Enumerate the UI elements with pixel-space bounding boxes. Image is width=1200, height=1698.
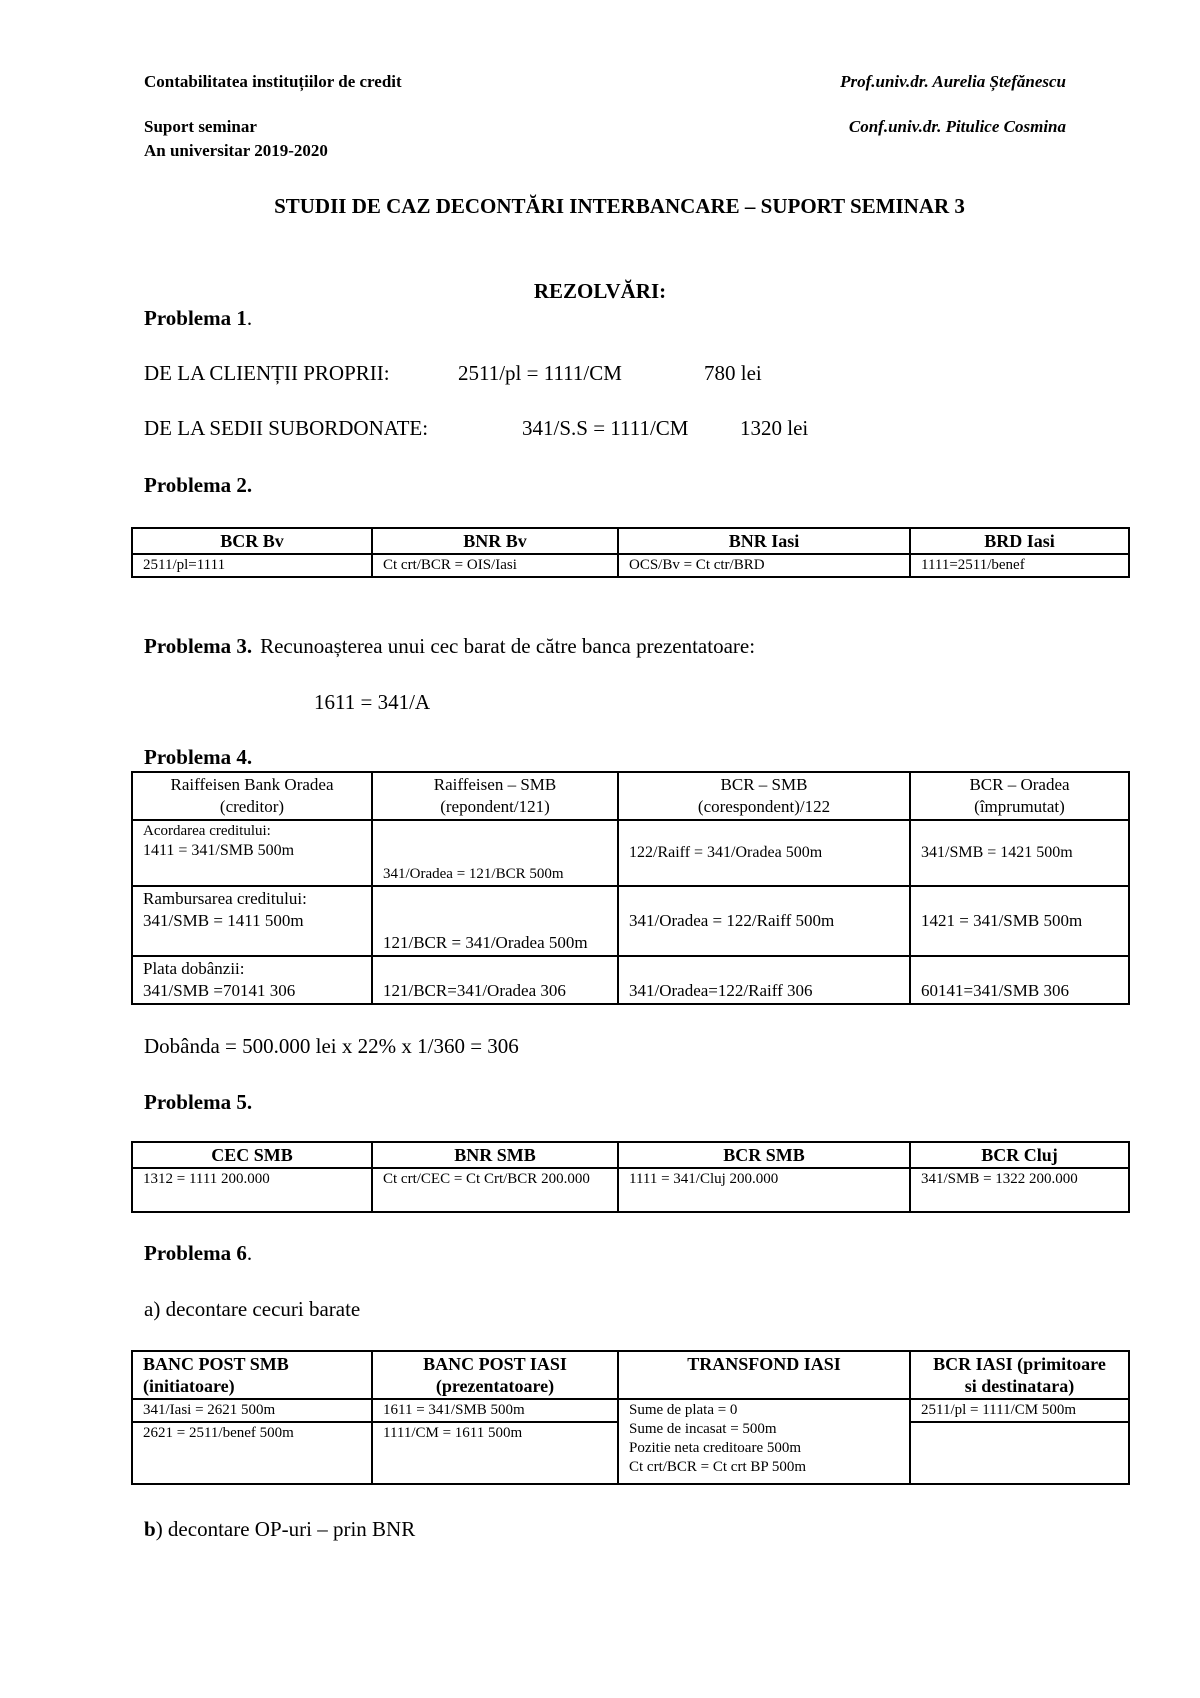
p4-header-bcr-oradea: BCR – Oradea (împrumutat) — [910, 772, 1129, 820]
p4-header-bcr-smb: BCR – SMB (corespondent)/122 — [618, 772, 910, 820]
problem-5-table — [131, 1141, 1130, 1213]
p5-cell: Ct crt/CEC = Ct Crt/BCR 200.000 — [372, 1168, 618, 1212]
p1-line-1-label: DE LA CLIENȚII PROPRII: — [144, 361, 390, 385]
problem-6-table — [131, 1350, 1130, 1485]
p4-row-label: Plata dobânzii: — [143, 959, 245, 978]
problem-1-heading: Problema 1. — [144, 306, 253, 330]
p5-cell: 1111 = 341/Cluj 200.000 — [618, 1168, 910, 1212]
page-title: STUDII DE CAZ DECONTĂRI INTERBANCARE – SUPORT SEMINAR 3 — [274, 194, 965, 218]
p4-cell: 341/SMB = 1421 500m — [910, 820, 1129, 886]
p4-cell: 341/Oradea = 122/Raiff 500m — [618, 886, 910, 956]
p4-cell: 341/Oradea = 121/BCR 500m — [372, 820, 618, 886]
p2-cell: OCS/Bv = Ct ctr/BRD — [618, 554, 910, 577]
problem-2-heading: Problema 2. — [144, 473, 253, 497]
p4-cell: 60141=341/SMB 306 — [910, 956, 1129, 1004]
p6-subsection-a: a) decontare cecuri barate — [144, 1297, 361, 1321]
course-name: Contabilitatea instituțiilor de credit — [144, 72, 402, 91]
p6-header-bcr-iasi: BCR IASI (primitoare si destinatara) — [910, 1351, 1129, 1399]
p5-header-bnr-smb: BNR SMB — [372, 1142, 618, 1168]
p6-cell: 1111/CM = 1611 500m — [372, 1422, 618, 1484]
problem-3-heading: Problema 3. Recunoașterea unui cec barat de către banca prezentatoare: — [144, 634, 756, 658]
table-row — [132, 956, 1129, 1004]
p2-header-bnr-bv: BNR Bv — [372, 528, 618, 554]
p4-cell: 121/BCR=341/Oradea 306 — [372, 956, 618, 1004]
p1-line-2-label: DE LA SEDII SUBORDONATE: — [144, 416, 429, 440]
problem-4-table — [131, 771, 1130, 1005]
support-label: Suport seminar — [144, 117, 257, 136]
p2-header-bcr-bv: BCR Bv — [132, 528, 372, 554]
p6-transfond-cell: Sume de plata = 0 Sume de incasat = 500m Pozitie neta creditoare 500m Ct crt/BCR = Ct crt BP 500m — [618, 1399, 910, 1484]
p5-header-cec-smb: CEC SMB — [132, 1142, 372, 1168]
table-row — [132, 820, 1129, 886]
p4-row-label: Rambursarea creditului: — [143, 889, 307, 908]
p2-cell: Ct crt/BCR = OIS/Iasi — [372, 554, 618, 577]
p6-header-bancpost-iasi: BANC POST IASI (prezentatoare) — [372, 1351, 618, 1399]
problem-6-heading: Problema 6. — [144, 1241, 253, 1265]
page-subtitle: REZOLVĂRI: — [533, 279, 667, 303]
p5-header-bcr-smb: BCR SMB — [618, 1142, 910, 1168]
p6-header-transfond-iasi: TRANSFOND IASI — [618, 1351, 910, 1399]
p2-cell: 1111=2511/benef — [910, 554, 1129, 577]
professor-name: Prof.univ.dr. Aurelia Ștefănescu — [840, 72, 1066, 91]
problem-5-heading: Problema 5. — [144, 1090, 253, 1114]
table-row — [132, 1168, 1129, 1212]
p6-cell: 2511/pl = 1111/CM 500m — [910, 1399, 1129, 1422]
p4-cell: 122/Raiff = 341/Oradea 500m — [618, 820, 910, 886]
p1-line-1-entry: 2511/pl = 1111/CM — [458, 361, 622, 385]
p4-interest-formula: Dobânda = 500.000 lei x 22% x 1/360 = 306 — [144, 1034, 519, 1058]
p6-subsection-b: b) decontare OP-uri – prin BNR — [144, 1517, 416, 1541]
p2-cell: 2511/pl=1111 — [132, 554, 372, 577]
p5-cell: 341/SMB = 1322 200.000 — [910, 1168, 1129, 1212]
p4-cell: 341/SMB = 1411 500m — [143, 911, 304, 930]
problem-2-table — [131, 527, 1130, 578]
p6-cell: 1611 = 341/SMB 500m — [372, 1399, 618, 1422]
p1-line-2-entry: 341/S.S = 1111/CM — [522, 416, 689, 440]
p4-cell: 341/SMB =70141 306 — [143, 981, 296, 1000]
table-row — [132, 886, 1129, 956]
p6-cell — [910, 1422, 1129, 1484]
p3-entry: 1611 = 341/A — [314, 690, 431, 714]
academic-year: An universitar 2019-2020 — [144, 141, 328, 160]
p6-cell: 341/Iasi = 2621 500m — [132, 1399, 372, 1422]
p1-line-1-amount: 780 lei — [704, 361, 762, 385]
p1-line-2-amount: 1320 lei — [740, 416, 809, 440]
p4-cell: 121/BCR = 341/Oradea 500m — [372, 886, 618, 956]
lecturer-name: Conf.univ.dr. Pitulice Cosmina — [848, 117, 1066, 136]
p2-header-brd-iasi: BRD Iasi — [910, 528, 1129, 554]
p4-cell: 341/Oradea=122/Raiff 306 — [618, 956, 910, 1004]
problem-4-heading: Problema 4. — [144, 745, 253, 769]
table-row — [132, 1399, 1129, 1422]
p5-cell: 1312 = 1111 200.000 — [132, 1168, 372, 1212]
p4-row-label: Acordarea creditului: — [143, 823, 271, 839]
p6-cell: 2621 = 2511/benef 500m — [132, 1422, 372, 1484]
p4-header-raiffeisen-oradea: Raiffeisen Bank Oradea (creditor) — [132, 772, 372, 820]
p4-cell: 1411 = 341/SMB 500m — [143, 842, 295, 859]
p2-header-bnr-iasi: BNR Iasi — [618, 528, 910, 554]
p4-cell: 1421 = 341/SMB 500m — [910, 886, 1129, 956]
p6-header-bancpost-smb: BANC POST SMB (initiatoare) — [132, 1351, 372, 1399]
p4-header-raiffeisen-smb: Raiffeisen – SMB (repondent/121) — [372, 772, 618, 820]
p5-header-bcr-cluj: BCR Cluj — [910, 1142, 1129, 1168]
